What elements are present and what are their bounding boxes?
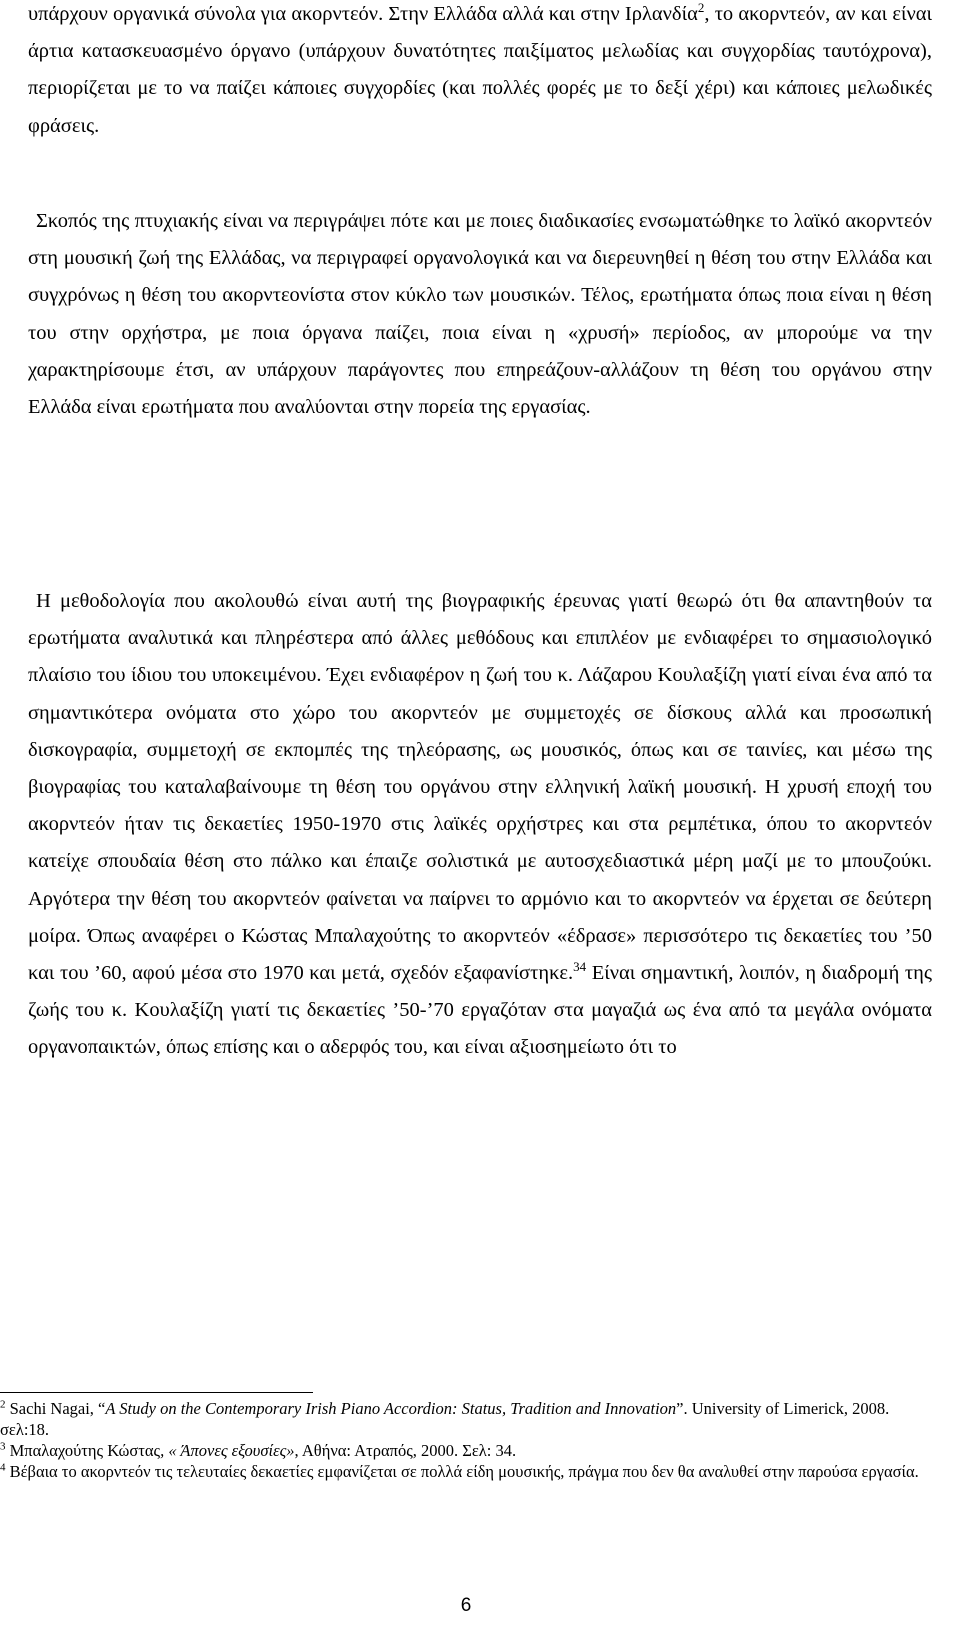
paragraph-2: Σκοπός της πτυχιακής είναι να περιγράψει πότε και με ποιες διαδικασίες ενσωματώθηκε το λαϊκό ακορντεόν στη μουσική ζωή της Ελλάδας, να περιγραφεί οργανολογικά και να διερευνηθεί η θέση του στην Ελλάδα και συγχρόνως η θέση του ακορντεονίστα στον κύκλο των μουσικών. Τέλος, ερωτήματα όπως ποια είναι η θέση του στην ορχήστρα, με ποια όργανα παίζει, ποια είναι η «χρυσή» περίοδος, αν μπορούμε να την χαρακτηρίσουμε έτσι, αν υπάρχουν παράγοντες που επηρεάζουν-αλλάζουν τη θέση του οργάνου στην Ελλάδα είναι ερωτήματα που αναλύονται στην πορεία της εργασίας. (28, 210, 932, 419)
footnote-text: Μπαλαχούτης Κώστας (5, 1441, 161, 1460)
page-number: 6 (460, 1595, 472, 1616)
footnote-title: , « Άπονες εξουσίες» (160, 1441, 295, 1460)
footnotes (0, 1398, 940, 1482)
footnote-ref-34[interactable]: 34 (573, 959, 587, 975)
footnote-separator (0, 1392, 313, 1393)
footnote-title: A Study on the Contemporary Irish Piano Accordion: Status, Tradition and Innovation (105, 1399, 677, 1418)
footnote-number: 4 (0, 1461, 6, 1474)
footnote-2 (0, 1398, 940, 1440)
paragraph-3 (28, 583, 932, 1067)
paragraph-3-text-start: Η μεθοδολογία που ακολουθώ είναι αυτή της βιογραφικής έρευνας γιατί θεωρώ ότι θα απαντηθούν τα ερωτήματα αναλυτικά και πληρέστερα από άλλες μεθόδους και επιπλέον με ενδιαφέρει το σημασιολογικό πλαίσιο του ίδιου του υποκειμένου. Έχει ενδιαφέρον η ζωή του κ. Λάζαρου Κουλαξίζη γιατί είναι ένα από τα σημαντικότερα ονόματα στο χώρο του ακορντεόν με συμμετοχές σε δίσκους αλλά και προσωπική δισκογραφία, συμμετοχή σε εκπομπές της τηλεόρασης, ως μουσικός, όπως και σε ταινίες, και μέσω της βιογραφίας του καταλαβαίνουμε τη θέση του οργάνου στην ελληνική λαϊκή μουσική. Η χρυσή εποχή του ακορντεόν ήταν τις δεκαετίες 1950-1970 στις λαϊκές ορχήστρες και στα ρεμπέτικα, όπου το ακορντεόν κατείχε σπουδαία θέση στο πάλκο και έπαιζε σολιστικά με αυτοσχεδιαστικά μέρη μαζί με το μπουζούκι. Αργότερα την θέση του ακορντεόν φαίνεται να παίρνει το αρμόνιο και το ακορντεόν να έρχεται σε δεύτερη μοίρα. Όπως αναφέρει ο Κώστας Μπαλαχούτης το ακορντεόν «έδρασε» περισσότερο τις δεκαετίες του ’50 και του ’60, αφού μέσα στο 1970 και μετά, σχεδόν εξαφανίστηκε. (28, 590, 932, 985)
footnote-number: 2 (0, 1398, 6, 1411)
footnote-text: Sachi Nagai, “ (5, 1399, 106, 1418)
paragraph-1-text-end: , το ακορντεόν, αν και είναι άρτια κατασκευασμένο όργανο (υπάρχουν δυνατότητες παιξίματος μελωδίας και συγχορδίας ταυτόχρονα), περιορίζεται με το να παίζει κάποιες συγχορδίες (και πολλές φορές με το δεξί χέρι) και κάποιες μελωδικές φράσεις. (28, 3, 932, 137)
paragraph-1-text-start: υπάρχουν οργανικά σύνολα για ακορντεόν. Στην Ελλάδα αλλά και στην Ιρλανδία (28, 3, 698, 25)
footnote-ref-2[interactable]: 2 (697, 0, 705, 16)
footnote-text: , Αθήνα: Ατραπός, 2000. Σελ: 34. (294, 1441, 517, 1460)
footnote-4 (0, 1461, 940, 1482)
footnote-3 (0, 1440, 940, 1461)
paragraph-3-text-end: Είναι σημαντική, λοιπόν, η διαδρομή της ζωής του κ. Κουλαξίζη γιατί τις δεκαετίες ’50-’70 εργαζόταν στα μαγαζιά ως ένα από τα μεγάλα ονόματα οργανοπαικτών, όπως επίσης και ο αδερφός του, και είναι αξιοσημείωτο ότι το (28, 962, 932, 1059)
footnote-text: ”. University of Limerick, 2008. σελ:18. (0, 1399, 890, 1439)
footnote-text: Βέβαια το ακορντεόν τις τελευταίες δεκαετίες εμφανίζεται σε πολλά είδη μουσικής, πράγμα που δεν θα αναλυθεί στην παρούσα εργασία. (5, 1462, 919, 1481)
paragraph-1 (28, 0, 932, 145)
footnote-number: 3 (0, 1440, 6, 1453)
